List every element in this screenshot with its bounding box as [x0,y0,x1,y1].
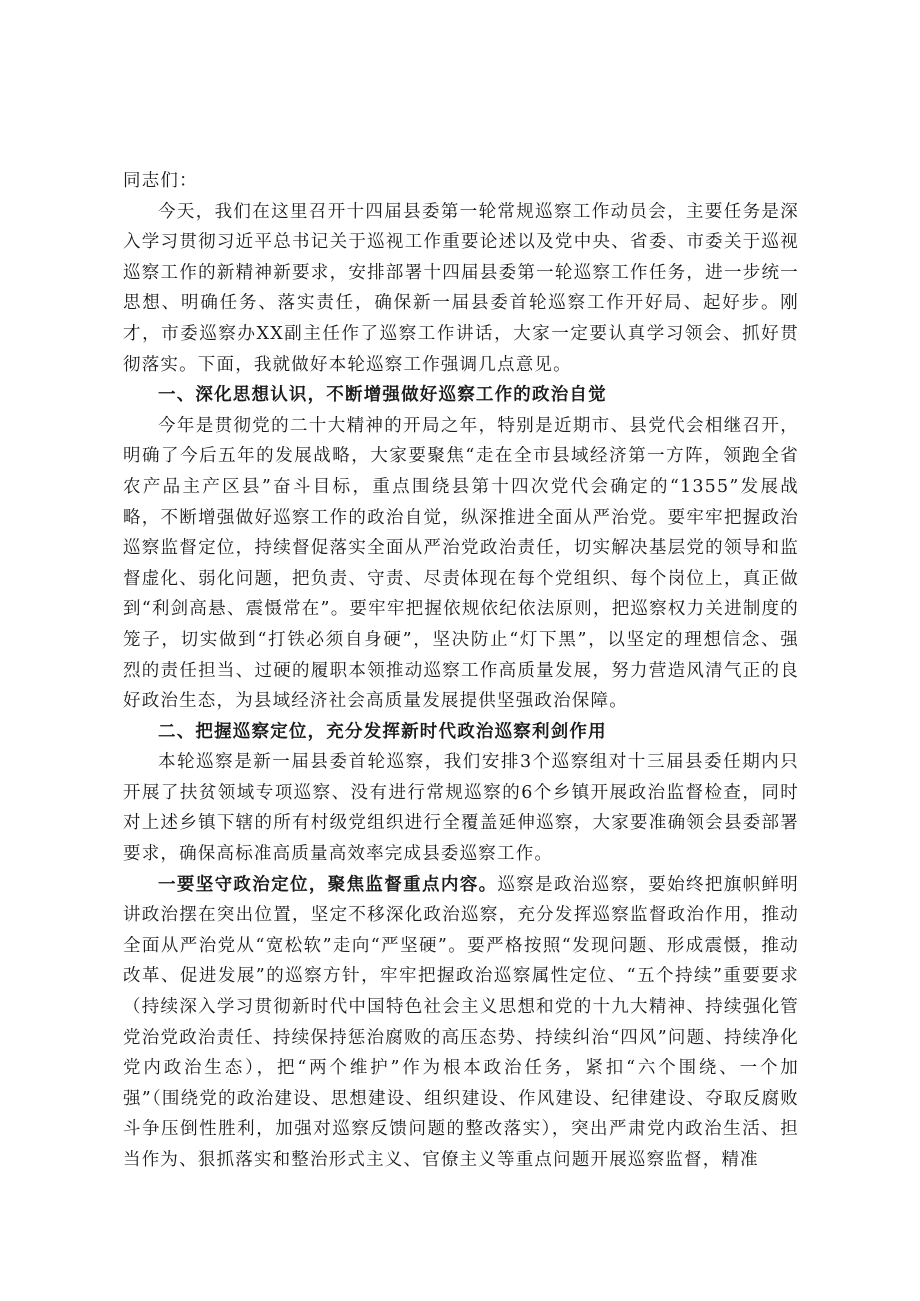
section-2-paragraph: 本轮巡察是新一届县委首轮巡察，我们安排3个巡察组对十三届县委任期内只开展了扶贫领域专项巡察、没有进行常规巡察的6个乡镇开展政治监督检查，同时对上述乡镇下辖的所有村级党组织进行全覆盖延伸巡察，大家要准确领会县委部署要求，确保高标准高质量高效率完成县委巡察工作。 [123,752,799,865]
section-1-paragraph: 今年是贯彻党的二十大精神的开局之年，特别是近期市、县党代会相继召开，明确了今后五年的发展战略，大家要聚焦“走在全市县域经济第一方阵，领跑全省农产品主产区县”奋斗目标，重点围绕县第十四次党代会确定的“1355”发展战略，不断增强做好巡察工作的政治自觉，纵深推进全面从严治党。要牢牢把握政治巡察监督定位，持续督促落实全面从严治党政治责任，切实解决基层党的领导和监督虚化、弱化问题，把负责、守责、尽责体现在每个党组织、每个岗位上，真正做到“利剑高悬、震慑常在”。要牢牢把握依规依纪依法原则，把巡察权力关进制度的笼子，切实做到“打铁必须自身硬”，坚决防止“灯下黑”，以坚定的理想信念、强烈的责任担当、过硬的履职本领推动巡察工作高质量发展，努力营造风清气正的良好政治生态，为县域经济社会高质量发展提供坚强政治保障。 [123,415,799,712]
point-1-body: 巡察是政治巡察，要始终把旗帜鲜明讲政治摆在突出位置，坚定不移深化政治巡察，充分发挥巡察监督政治作用，推动全面从严治党从“宽松软”走向“严坚硬”。要严格按照“发现问题、形成震慑，推动改革、促进发展”的巡察方针，牢牢把握政治巡察属性定位、“五个持续”重要要求（持续深入学习贯彻新时代中国特色社会主义思想和党的十九大精神、持续强化管党治党政治责任、持续保持惩治腐败的高压态势、持续纠治“四风”问题、持续净化党内政治生态），把“两个维护”作为根本政治任务，紧扣“六个围绕、一个加强”（围绕党的政治建设、思想建设、组织建设、作风建设、纪律建设、夺取反腐败斗争压倒性胜利，加强对巡察反馈问题的整改落实），突出严肃党内政治生活、担当作为、狠抓落实和整治形式主义、官僚主义等重点问题开展巡察监督，精准 [123,874,799,1170]
salutation: 同志们： [123,171,198,191]
section-1-heading: 一、深化思想认识，不断增强做好巡察工作的政治自觉 [158,385,607,406]
point-1-lead: 一要坚守政治定位，聚焦监督重点内容。 [158,874,498,895]
section-2-heading: 二、把握巡察定位，充分发挥新时代政治巡察利剑作用 [158,721,607,742]
point-1-paragraph [123,870,799,1176]
document-body [123,166,799,1176]
intro-paragraph: 今天，我们在这里召开十四届县委第一轮常规巡察工作动员会，主要任务是深入学习贯彻习近平总书记关于巡视工作重要论述以及党中央、省委、市委关于巡视巡察工作的新精神新要求，安排部署十四届县委第一轮巡察工作任务，进一步统一思想、明确任务、落实责任，确保新一届县委首轮巡察工作开好局、起好步。刚才，市委巡察办XX副主任作了巡察工作讲话，大家一定要认真学习领会、抓好贯彻落实。下面，我就做好本轮巡察工作强调几点意见。 [123,201,799,375]
